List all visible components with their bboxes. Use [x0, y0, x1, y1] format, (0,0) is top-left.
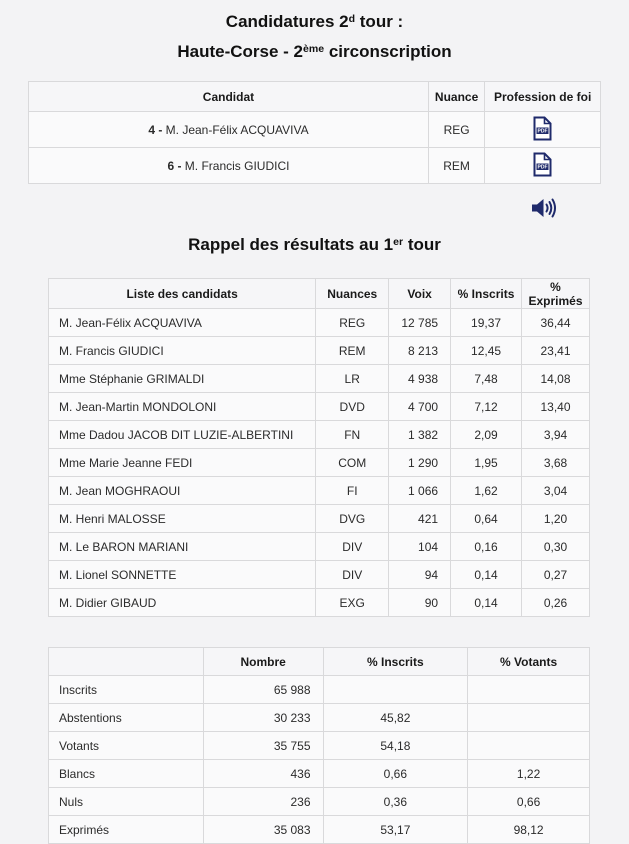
pct-inscrits: 0,36 — [323, 788, 468, 816]
candidate-name: Mme Marie Jeanne FEDI — [49, 449, 316, 477]
row-label: Nuls — [49, 788, 204, 816]
candidate-foi-cell — [485, 148, 601, 184]
candidate-foi-cell — [485, 112, 601, 148]
results-heading-post: tour — [403, 235, 441, 254]
results-heading-sup: er — [393, 235, 404, 248]
title-line1-post: tour : — [355, 12, 404, 31]
results-heading-text: Rappel des résultats au 1 — [188, 235, 394, 254]
table-row — [49, 449, 590, 477]
speaker-icon[interactable] — [531, 197, 558, 219]
candidate-ballot-number: 4 - — [148, 122, 166, 137]
voix: 4 938 — [389, 365, 451, 393]
title-line2-sup: ème — [303, 42, 325, 55]
totals-header-nombre: Nombre — [203, 648, 323, 676]
title-line2-post: circonscription — [324, 42, 452, 61]
candidate-name: M. Jean-Félix ACQUAVIVA — [49, 309, 316, 337]
pct-exprimes: 0,26 — [521, 589, 589, 617]
table-row — [49, 309, 590, 337]
results-heading — [0, 233, 629, 259]
nuance: DIV — [316, 533, 389, 561]
candidate-nuance-cell: REG — [428, 112, 484, 148]
table-row — [49, 421, 590, 449]
nuance: FN — [316, 421, 389, 449]
title-line2-text: Haute-Corse - 2 — [177, 42, 304, 61]
pdf-file-icon[interactable] — [532, 116, 553, 141]
pct-inscrits — [323, 676, 468, 704]
nuance: LR — [316, 365, 389, 393]
results-header-pct-inscrits: % Inscrits — [451, 279, 522, 309]
pct-exprimes: 14,08 — [521, 365, 589, 393]
pdf-file-icon[interactable] — [532, 152, 553, 177]
table-row — [49, 704, 590, 732]
pct-inscrits: 53,17 — [323, 816, 468, 844]
pct-exprimes: 0,27 — [521, 561, 589, 589]
nombre: 236 — [203, 788, 323, 816]
pct-inscrits: 45,82 — [323, 704, 468, 732]
table-row — [49, 732, 590, 760]
page-title-line1 — [0, 8, 629, 38]
pct-inscrits: 2,09 — [451, 421, 522, 449]
candidate-name: M. Lionel SONNETTE — [49, 561, 316, 589]
results-header-row — [49, 279, 590, 309]
candidate-name-cell — [29, 112, 429, 148]
table-row — [49, 816, 590, 844]
voix: 104 — [389, 533, 451, 561]
nuance: FI — [316, 477, 389, 505]
voix: 8 213 — [389, 337, 451, 365]
table-row — [49, 393, 590, 421]
pct-inscrits: 7,12 — [451, 393, 522, 421]
voix: 90 — [389, 589, 451, 617]
pct-inscrits: 1,62 — [451, 477, 522, 505]
candidates-header-profession-de-foi: Profession de foi — [485, 82, 601, 112]
table-row — [49, 533, 590, 561]
nuance: REG — [316, 309, 389, 337]
candidate-name: M. Jean MOGHRAOUI — [49, 477, 316, 505]
pct-inscrits: 0,14 — [451, 561, 522, 589]
totals-header-pct-inscrits: % Inscrits — [323, 648, 468, 676]
table-row — [49, 337, 590, 365]
candidate-nuance-cell: REM — [428, 148, 484, 184]
voix: 421 — [389, 505, 451, 533]
voix: 1 066 — [389, 477, 451, 505]
participation-table — [48, 647, 590, 844]
candidate-name: M. Henri MALOSSE — [49, 505, 316, 533]
pct-exprimes: 3,94 — [521, 421, 589, 449]
candidate-name: M. Jean-Martin MONDOLONI — [49, 393, 316, 421]
table-row — [49, 788, 590, 816]
pct-exprimes: 0,30 — [521, 533, 589, 561]
nombre: 436 — [203, 760, 323, 788]
nombre: 35 755 — [203, 732, 323, 760]
pct-inscrits: 0,64 — [451, 505, 522, 533]
nuance: DVD — [316, 393, 389, 421]
pct-inscrits: 0,66 — [323, 760, 468, 788]
pct-inscrits: 0,16 — [451, 533, 522, 561]
pct-inscrits: 19,37 — [451, 309, 522, 337]
pct-votants — [468, 676, 590, 704]
row-label: Blancs — [49, 760, 204, 788]
pct-votants — [468, 732, 590, 760]
results-header-voix: Voix — [389, 279, 451, 309]
pct-inscrits: 1,95 — [451, 449, 522, 477]
table-row — [49, 760, 590, 788]
table-row — [29, 112, 601, 148]
pct-exprimes: 13,40 — [521, 393, 589, 421]
page-title-line2 — [0, 38, 629, 68]
pct-votants: 98,12 — [468, 816, 590, 844]
candidate-name: M. Le BARON MARIANI — [49, 533, 316, 561]
nombre: 30 233 — [203, 704, 323, 732]
nuance: DVG — [316, 505, 389, 533]
title-line1-sup: d — [348, 12, 356, 25]
voix: 1 382 — [389, 421, 451, 449]
election-results-page — [0, 8, 629, 837]
results-header-pct-exprimes: % Exprimés — [521, 279, 589, 309]
pct-inscrits: 12,45 — [451, 337, 522, 365]
page-title — [0, 8, 629, 68]
candidate-name: M. Jean-Félix ACQUAVIVA — [165, 122, 309, 137]
candidates-table — [28, 81, 601, 184]
table-row — [49, 561, 590, 589]
nombre: 65 988 — [203, 676, 323, 704]
nuance: COM — [316, 449, 389, 477]
pct-votants: 0,66 — [468, 788, 590, 816]
results-header-nuances: Nuances — [316, 279, 389, 309]
row-label: Votants — [49, 732, 204, 760]
pct-exprimes: 36,44 — [521, 309, 589, 337]
candidate-name: Mme Stéphanie GRIMALDI — [49, 365, 316, 393]
results-header-liste: Liste des candidats — [49, 279, 316, 309]
nuance: DIV — [316, 561, 389, 589]
candidate-name: Mme Dadou JACOB DIT LUZIE-ALBERTINI — [49, 421, 316, 449]
row-label: Inscrits — [49, 676, 204, 704]
candidates-header-row — [29, 82, 601, 112]
pct-votants — [468, 704, 590, 732]
voix: 4 700 — [389, 393, 451, 421]
totals-header-row — [49, 648, 590, 676]
nuance: REM — [316, 337, 389, 365]
table-row — [29, 148, 601, 184]
table-row — [49, 477, 590, 505]
svg-text:PDF: PDF — [537, 128, 548, 135]
candidates-header-nuance: Nuance — [428, 82, 484, 112]
pct-inscrits: 7,48 — [451, 365, 522, 393]
table-row — [49, 676, 590, 704]
pct-exprimes: 23,41 — [521, 337, 589, 365]
voix: 1 290 — [389, 449, 451, 477]
svg-text:PDF: PDF — [537, 164, 548, 171]
nuance: EXG — [316, 589, 389, 617]
row-label: Exprimés — [49, 816, 204, 844]
totals-header-empty — [49, 648, 204, 676]
candidates-header-candidat: Candidat — [29, 82, 429, 112]
table-row — [49, 589, 590, 617]
pct-inscrits: 0,14 — [451, 589, 522, 617]
pct-votants: 1,22 — [468, 760, 590, 788]
voix: 12 785 — [389, 309, 451, 337]
candidate-name-cell — [29, 148, 429, 184]
voix: 94 — [389, 561, 451, 589]
candidate-name: M. Didier GIBAUD — [49, 589, 316, 617]
table-row — [49, 365, 590, 393]
candidate-ballot-number: 6 - — [167, 158, 185, 173]
first-round-results-table — [48, 278, 590, 617]
pct-exprimes: 3,04 — [521, 477, 589, 505]
pct-inscrits: 54,18 — [323, 732, 468, 760]
pct-exprimes: 1,20 — [521, 505, 589, 533]
totals-header-pct-votants: % Votants — [468, 648, 590, 676]
nombre: 35 083 — [203, 816, 323, 844]
candidate-name: M. Francis GIUDICI — [49, 337, 316, 365]
candidate-name: M. Francis GIUDICI — [184, 158, 290, 173]
row-label: Abstentions — [49, 704, 204, 732]
audio-row — [0, 197, 629, 221]
title-line1-text: Candidatures 2 — [225, 12, 349, 31]
table-row — [49, 505, 590, 533]
pct-exprimes: 3,68 — [521, 449, 589, 477]
